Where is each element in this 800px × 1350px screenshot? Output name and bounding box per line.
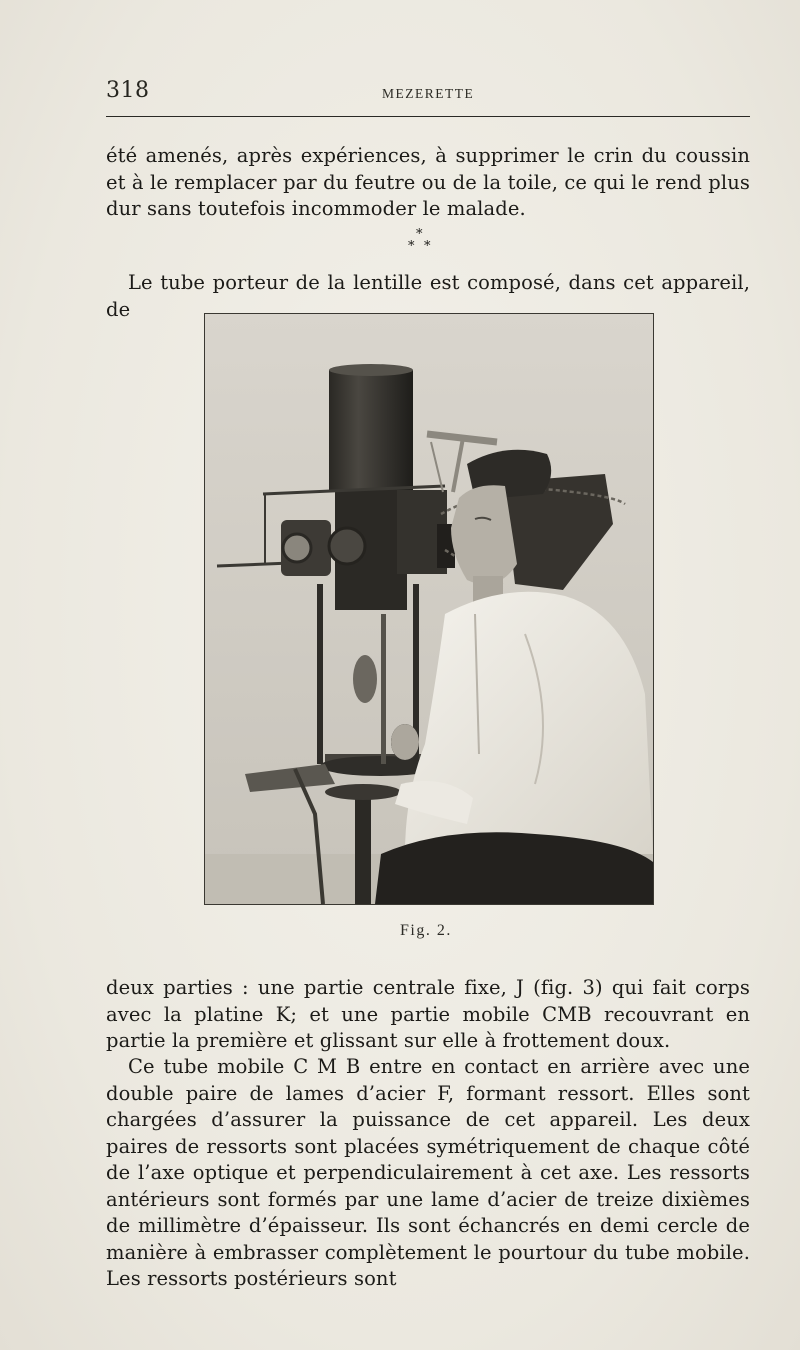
page-number: 318 <box>106 78 150 103</box>
figure-caption: Fig. 2. <box>400 922 452 939</box>
asterism <box>400 228 440 256</box>
paragraph-1: été amenés, après expériences, à supprimer le crin du coussin et à le remplacer par du feutre ou de la toile, ce qui le rend plus dur sans toutefois incommoder le malade. <box>106 144 750 220</box>
asterism-star-2: * <box>408 239 415 254</box>
paragraph-4: Ce tube mobile C M B entre en contact en arrière avec une double paire de lames d’acier F, formant ressort. Elles sont chargées d’assurer la puissance de cet appareil. Les deux paires de ressorts sont placées symétriquement de chaque côté de l’axe optique et perpendiculairement à cet axe. Les ressorts antérieurs sont formés par une lame d’acier de treize dixièmes de millimètre d’épaisseur. Ils sont échancrés en demi cercle de manière à embrasser complètement le pourtour du tube mobile. Les ressorts postérieurs sont <box>106 1055 750 1290</box>
asterism-star-1: * <box>416 227 423 242</box>
paragraph-3: deux parties : une partie centrale fixe, J (fig. 3) qui fait corps avec la platine K; et une partie mobile CMB recouvrant en partie la première et glissant sur elle à frottement doux. <box>106 976 750 1052</box>
page-header <box>106 76 750 117</box>
figure-photograph <box>204 313 654 905</box>
apparatus-photo-illustration <box>205 314 653 904</box>
asterism-star-3: * <box>424 239 431 254</box>
running-head: MEZERETTE <box>382 86 475 101</box>
paragraph-2: Le tube porteur de la lentille est composé, dans cet appareil, de <box>106 271 750 321</box>
